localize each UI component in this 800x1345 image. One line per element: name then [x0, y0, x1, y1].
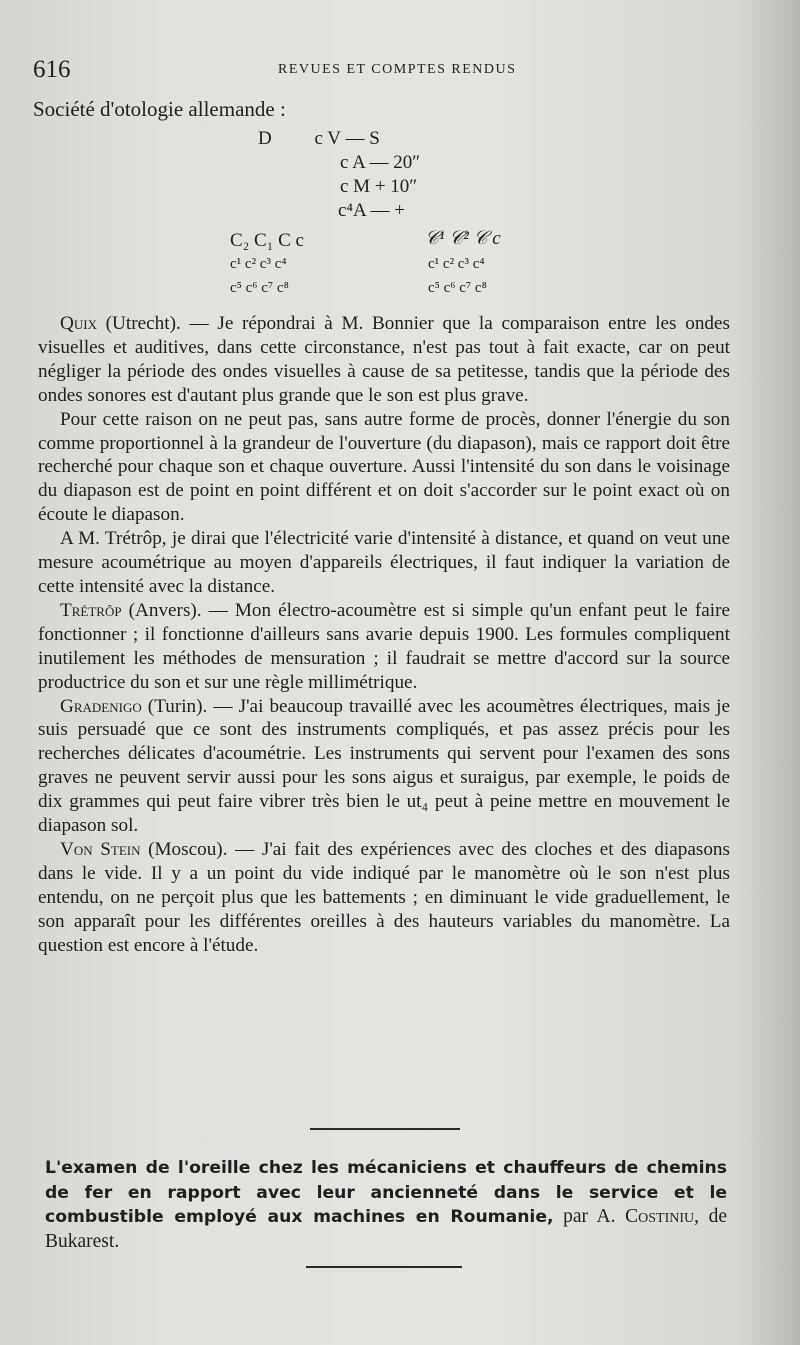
article-author: Costiniu — [625, 1206, 695, 1227]
page-number: 616 — [33, 56, 71, 83]
speaker-name: Von Stein — [60, 838, 141, 860]
page-header — [33, 56, 760, 86]
discussion-text — [38, 312, 730, 957]
running-head: REVUES ET COMPTES RENDUS — [278, 62, 517, 77]
speaker-name: Quix — [60, 313, 97, 334]
schema-row: c¹ c² c³ c⁴ — [428, 256, 485, 272]
paragraph-text: A M. Trétrôp, je dirai que l'électricité varie d'intensité à distance, et quand on veut une mesure acoumétrique au moyen d'appareils électriques, il faut indiquer la variation de cette intensité avec la distance. — [38, 528, 730, 597]
article-title: L'examen de l'oreille chez les mécaniciens et chauffeurs de chemins de fer en rapport avec leur ancienneté dans le service et le combustible employé aux machines en Roumanie, — [45, 1158, 727, 1227]
schema-row: D c V — S — [258, 128, 380, 149]
schema-row: c⁵ c⁶ c⁷ c⁸ — [428, 280, 487, 296]
schema-row: c¹ c² c³ c⁴ — [230, 256, 287, 272]
separator-rule — [306, 1266, 462, 1268]
schema-row: 𝒞¹ 𝒞² 𝒞 c — [425, 228, 501, 249]
paragraph-text: (Turin). — J'ai beaucoup travaillé avec les acoumètres électriques, mais je suis persuadé que ce sont des instruments compliqués, et pas assez précis pour les recherches délicates d'acoumétrie. Les instruments qui servent pour l'examen des sons graves ne peuvent servir aussi pour les sons aigus et suraigus, par exemple, le poids de dix grammes qui peut faire vibrer très bien le ut₄ peut à peine mettre en mouvement le diapason sol. — [38, 695, 730, 837]
separator-rule — [310, 1128, 460, 1130]
article-by: par A. — [553, 1206, 626, 1227]
paragraph — [38, 838, 730, 958]
speaker-name: Gradenigo — [60, 695, 142, 717]
tuning-fork-schema — [0, 128, 800, 308]
article-place: , de Bukarest. — [45, 1206, 728, 1252]
schema-row: c A — 20″ — [340, 152, 421, 173]
paragraph — [38, 527, 730, 599]
section-title: Société d'otologie allemande : — [33, 97, 286, 121]
article-heading — [45, 1156, 727, 1254]
paragraph-text: Pour cette raison on ne peut pas, sans autre forme de procès, donner l'énergie du son comme proportionnel à la grandeur de l'ouverture (du diapason), mais ce rapport doit être recherché pour chaque son et chaque ouverture. Aussi l'intensité du son dans le voisinage du diapason est de point en point différent et on doit s'accorder sur le point exact où on écoute le diapason. — [38, 408, 730, 526]
paragraph-text: (Anvers). — Mon électro-acoumètre est si simple qu'un enfant peut le faire fonctionner ; il fonctionne d'ailleurs sans avarie depuis 1900. Les formules compliquent inutilement les méthodes de mensuration ; il faudrait se mettre d'accord sur la source productrice du son et sur une règle millimétrique. — [38, 599, 730, 693]
paragraph — [38, 408, 730, 528]
schema-row: c M + 10″ — [340, 176, 418, 197]
paragraph — [38, 695, 730, 838]
paragraph — [38, 312, 730, 408]
paragraph-text: (Utrecht). — Je répondrai à M. Bonnier que la comparaison entre les ondes visuelles et auditives, dans cette circonstance, n'est pas tout à fait exacte, car on peut négliger la période des ondes visuelles à cause de sa petitesse, tandis que la période des ondes sonores est d'autant plus grande que le son est plus grave. — [38, 313, 730, 406]
schema-row: C₂ C₁ C c — [230, 230, 304, 251]
schema-row: c⁴A — + — [338, 200, 405, 221]
schema-row: c⁵ c⁶ c⁷ c⁸ — [230, 280, 289, 296]
paragraph — [38, 599, 730, 695]
speaker-name: Trétrôp — [60, 599, 122, 621]
paragraph-text: (Moscou). — J'ai fait des expériences avec des cloches et des diapasons dans le vide. Il y a un point du vide indiqué par le manomètre où le son n'est plus entendu, on ne perçoit plus que les battements ; en diminuant le vide graduellement, le son apparaît pour les différentes oreilles à des hauteurs variables du manomètre. La question est encore à l'étude. — [38, 838, 730, 956]
